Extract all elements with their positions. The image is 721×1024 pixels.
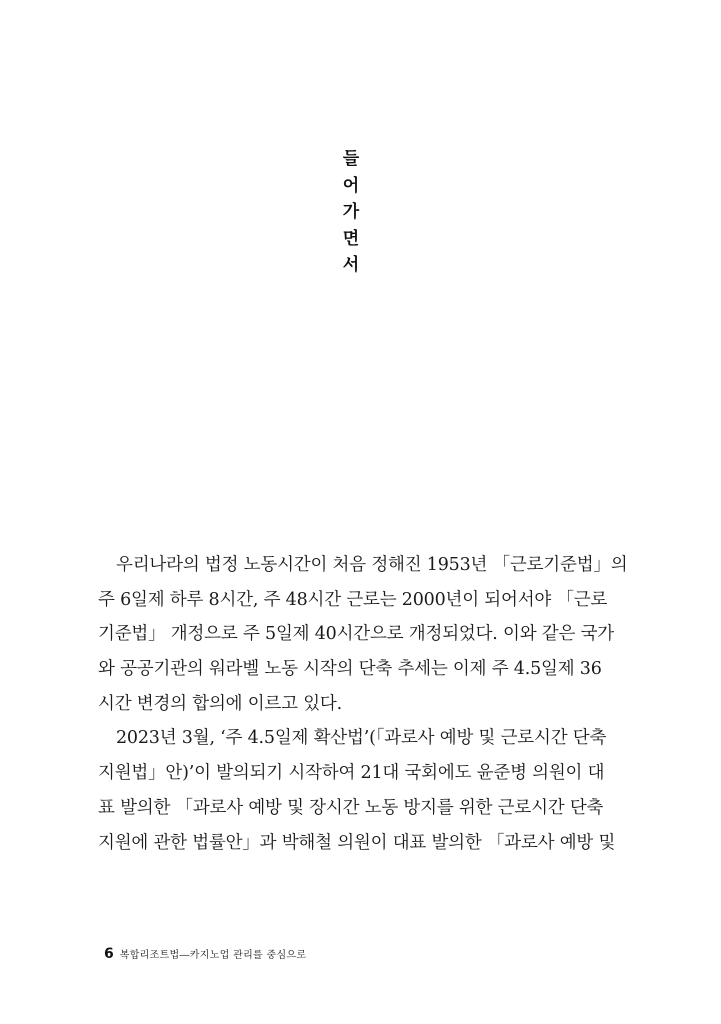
heading-char: 들: [342, 149, 360, 169]
running-title: 복합리조트법―카지노업 관리를 중심으로: [119, 950, 307, 961]
heading-char: 어: [342, 175, 360, 196]
heading-char: 가: [342, 202, 360, 223]
paragraph-line: 기준법」 개정으로 주 5일제 40시간으로 개정되었다. 이와 같은 국가: [98, 624, 614, 645]
paragraph-line: 지원에 관한 법률안」과 박해철 의원이 대표 발의한 「과로사 예방 및: [98, 832, 616, 853]
page-footer: [104, 946, 306, 962]
paragraph-line: 시간 변경의 합의에 이르고 있다.: [98, 693, 342, 714]
heading-char: 서: [342, 255, 360, 276]
paragraph-line: 우리나라의 법정 노동시간이 처음 정해진 1953년 「근로기준법」의: [116, 555, 628, 575]
paragraph-line: 표 발의한 「과로사 예방 및 장시간 노동 방지를 위한 근로시간 단축: [98, 797, 604, 818]
body-text: [98, 548, 628, 860]
heading-char: 면: [342, 228, 360, 249]
paragraph-line: 주 6일제 하루 8시간, 주 48시간 근로는 2000년이 되어서야 「근로: [98, 589, 608, 610]
paragraph-line: 와 공공기관의 워라벨 노동 시작의 단축 추세는 이제 주 4.5일제 36: [98, 659, 602, 680]
paragraph-line: 지원법」안)’이 발의되기 시작하여 21대 국회에도 윤준병 의원이 대: [98, 763, 605, 784]
paragraph-line: 2023년 3월, ‘주 4.5일제 확산법’(「과로사 예방 및 근로시간 단축: [116, 728, 607, 749]
page-number: 6: [104, 946, 114, 962]
chapter-heading: [341, 146, 361, 279]
